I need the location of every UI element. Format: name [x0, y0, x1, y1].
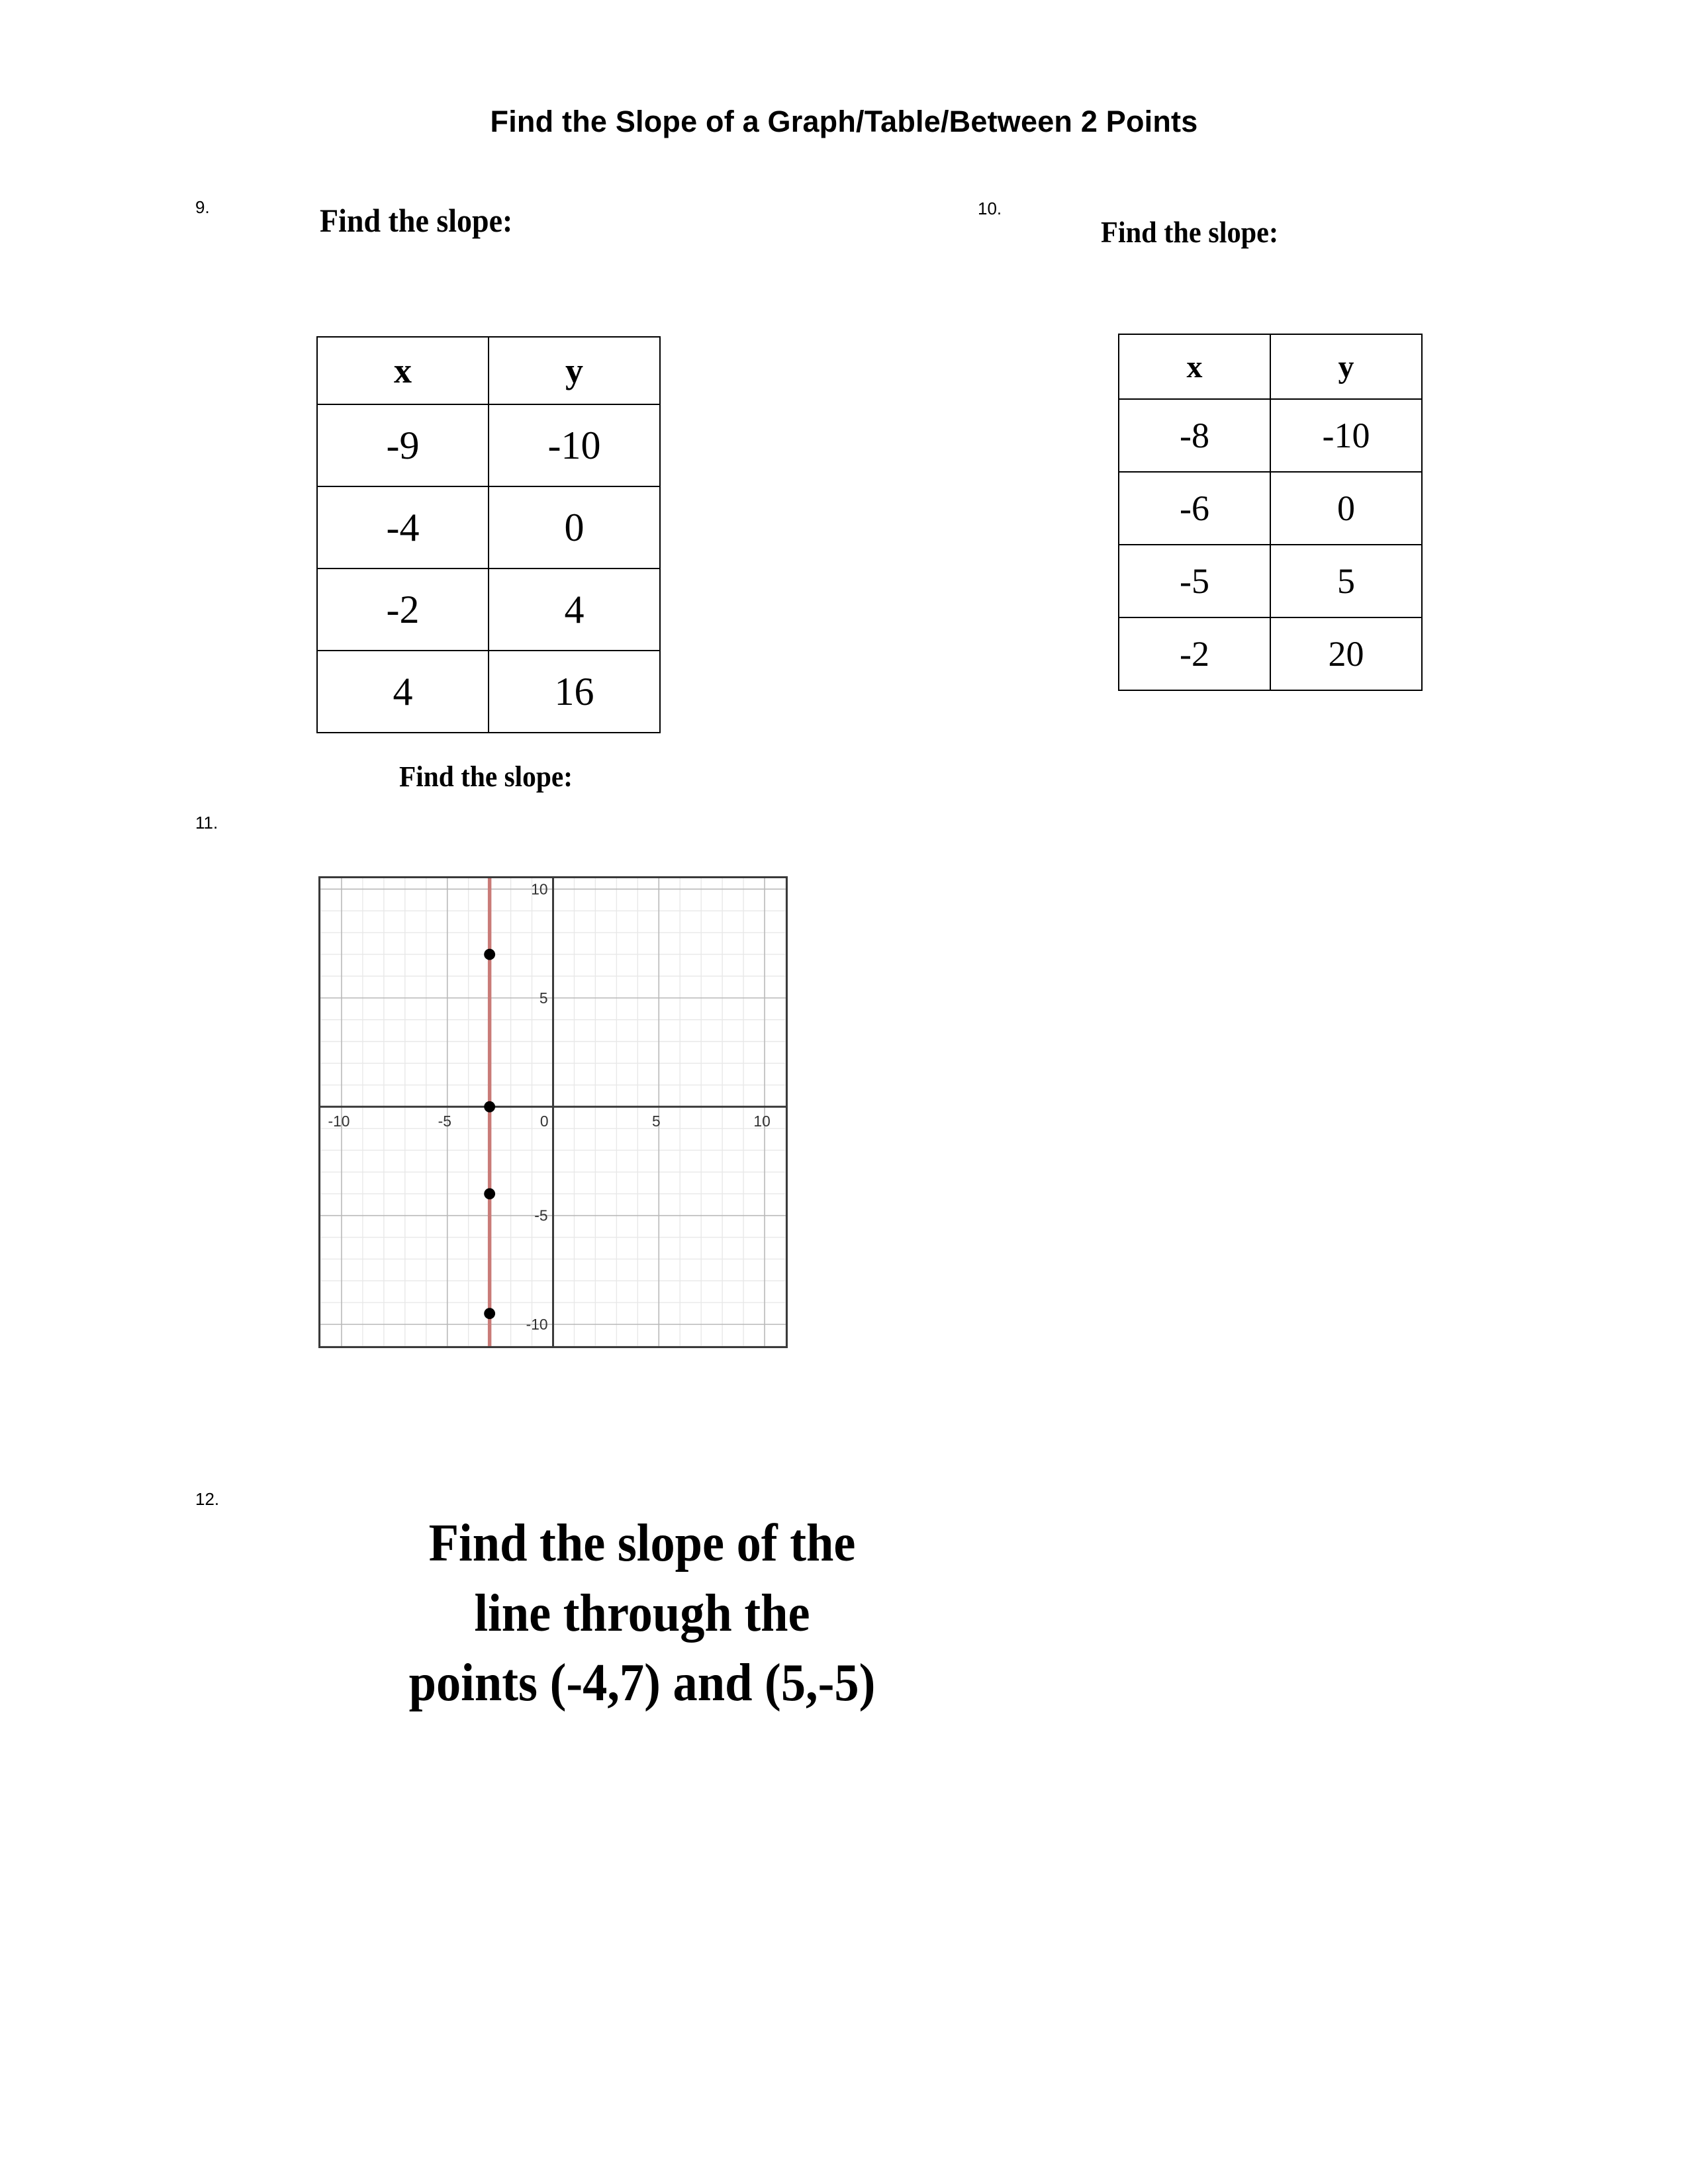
coordinate-graph — [318, 876, 788, 1348]
table-header-row — [317, 337, 660, 404]
cell-y: 5 — [1270, 545, 1422, 617]
cell-y: 16 — [489, 651, 660, 733]
table-row — [1119, 545, 1422, 617]
table-row — [317, 404, 660, 486]
cell-x: -8 — [1119, 399, 1270, 472]
question-number-11: 11. — [195, 813, 218, 833]
question-number-10: 10. — [978, 199, 1002, 218]
column-header-x: x — [1119, 334, 1270, 399]
svg-text:5: 5 — [539, 989, 548, 1007]
svg-text:-10: -10 — [526, 1316, 548, 1334]
svg-text:10: 10 — [531, 880, 548, 898]
table-row — [1119, 617, 1422, 690]
question-12-line-3: points (-4,7) and (5,-5) — [408, 1654, 876, 1713]
question-12-line-2: line through the — [474, 1584, 810, 1643]
cell-y: 0 — [1270, 472, 1422, 545]
svg-text:-5: -5 — [438, 1113, 451, 1130]
page-title: Find the Slope of a Graph/Table/Between 2 Points — [490, 105, 1198, 138]
column-header-y: y — [489, 337, 660, 404]
table-header-row — [1119, 334, 1422, 399]
axis-lines — [320, 878, 786, 1346]
question-number-9: 9. — [195, 197, 210, 217]
column-header-y: y — [1270, 334, 1422, 399]
table-row — [317, 569, 660, 651]
table-row — [317, 486, 660, 569]
question-number-12: 12. — [195, 1489, 220, 1509]
cell-x: -9 — [317, 404, 489, 486]
table-row — [1119, 472, 1422, 545]
cell-x: -6 — [1119, 472, 1270, 545]
question-10-prompt: Find the slope: — [1101, 215, 1279, 249]
column-header-x: x — [317, 337, 489, 404]
table-row — [317, 651, 660, 733]
svg-text:10: 10 — [753, 1113, 771, 1130]
svg-text:0: 0 — [539, 1113, 549, 1130]
cell-x: -2 — [317, 569, 489, 651]
cell-y: 20 — [1270, 617, 1422, 690]
cell-x: -5 — [1119, 545, 1270, 617]
cell-y: -10 — [489, 404, 660, 486]
question-9-table — [316, 336, 661, 733]
cell-y: -10 — [1270, 399, 1422, 472]
table-row — [1119, 399, 1422, 472]
cell-y: 4 — [489, 569, 660, 651]
svg-text:-5: -5 — [534, 1206, 548, 1224]
question-10-table — [1118, 334, 1423, 691]
cell-y: 0 — [489, 486, 660, 569]
cell-x: 4 — [317, 651, 489, 733]
cell-x: -2 — [1119, 617, 1270, 690]
question-11-prompt: Find the slope: — [399, 760, 573, 793]
coordinate-graph-svg — [320, 878, 786, 1346]
question-12-text — [218, 1509, 1066, 1719]
svg-text:5: 5 — [651, 1113, 661, 1130]
cell-x: -4 — [317, 486, 489, 569]
question-9-prompt: Find the slope: — [320, 202, 513, 239]
question-12-line-1: Find the slope of the — [428, 1514, 856, 1572]
svg-text:-10: -10 — [328, 1113, 350, 1130]
